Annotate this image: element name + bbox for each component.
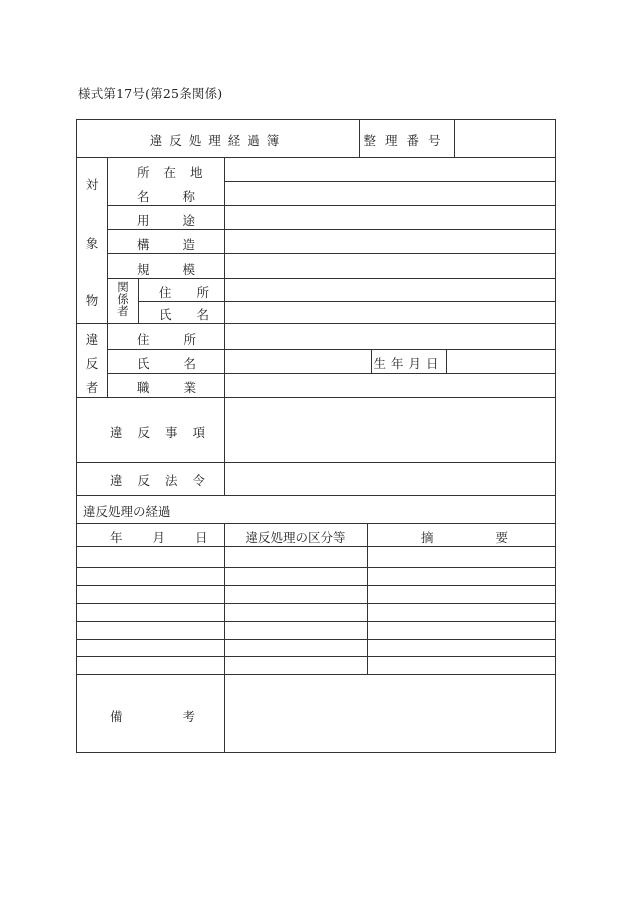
violator-label-3: 者 xyxy=(85,380,99,395)
form-table xyxy=(76,119,571,753)
label-use: 用途 xyxy=(137,213,229,228)
history-section-label: 違反処理の経過 xyxy=(83,504,171,519)
violator-label-1: 違 xyxy=(85,332,99,347)
subject-label-1: 対 xyxy=(85,177,99,192)
violator-address-label: 住所 xyxy=(137,332,231,347)
subject-label-2: 象 xyxy=(85,236,99,251)
reference-number-label: 整理番号 xyxy=(363,133,450,148)
subject-label-3: 物 xyxy=(85,293,99,308)
party-name-label: 氏名 xyxy=(159,307,235,322)
violation-items-label: 違反事項 xyxy=(110,425,221,440)
col-date: 年月日 xyxy=(110,530,238,545)
form-number: 様式第17号(第25条関係) xyxy=(78,86,223,101)
col-summary: 摘要 xyxy=(421,530,571,545)
violation-law-label: 違反法令 xyxy=(110,473,221,488)
label-scale: 規模 xyxy=(137,262,229,277)
party-label-1: 関 xyxy=(117,280,129,294)
violator-occupation-label: 職業 xyxy=(137,380,231,395)
party-label-2: 係 xyxy=(117,292,129,306)
violator-name-label: 氏名 xyxy=(137,356,231,371)
remarks-label: 備考 xyxy=(110,709,256,724)
label-location-text: 所在地 xyxy=(137,165,217,180)
form-title: 違反処理経過簿 xyxy=(149,133,287,148)
violator-label-2: 反 xyxy=(85,356,99,371)
birth-date-label: 生年月日 xyxy=(373,356,444,371)
party-label-3: 者 xyxy=(117,304,129,318)
label-name: 名称 xyxy=(137,189,229,204)
col-category: 違反処理の区分等 xyxy=(245,530,346,545)
label-structure: 構造 xyxy=(137,237,229,252)
party-address-label: 住所 xyxy=(159,285,235,300)
